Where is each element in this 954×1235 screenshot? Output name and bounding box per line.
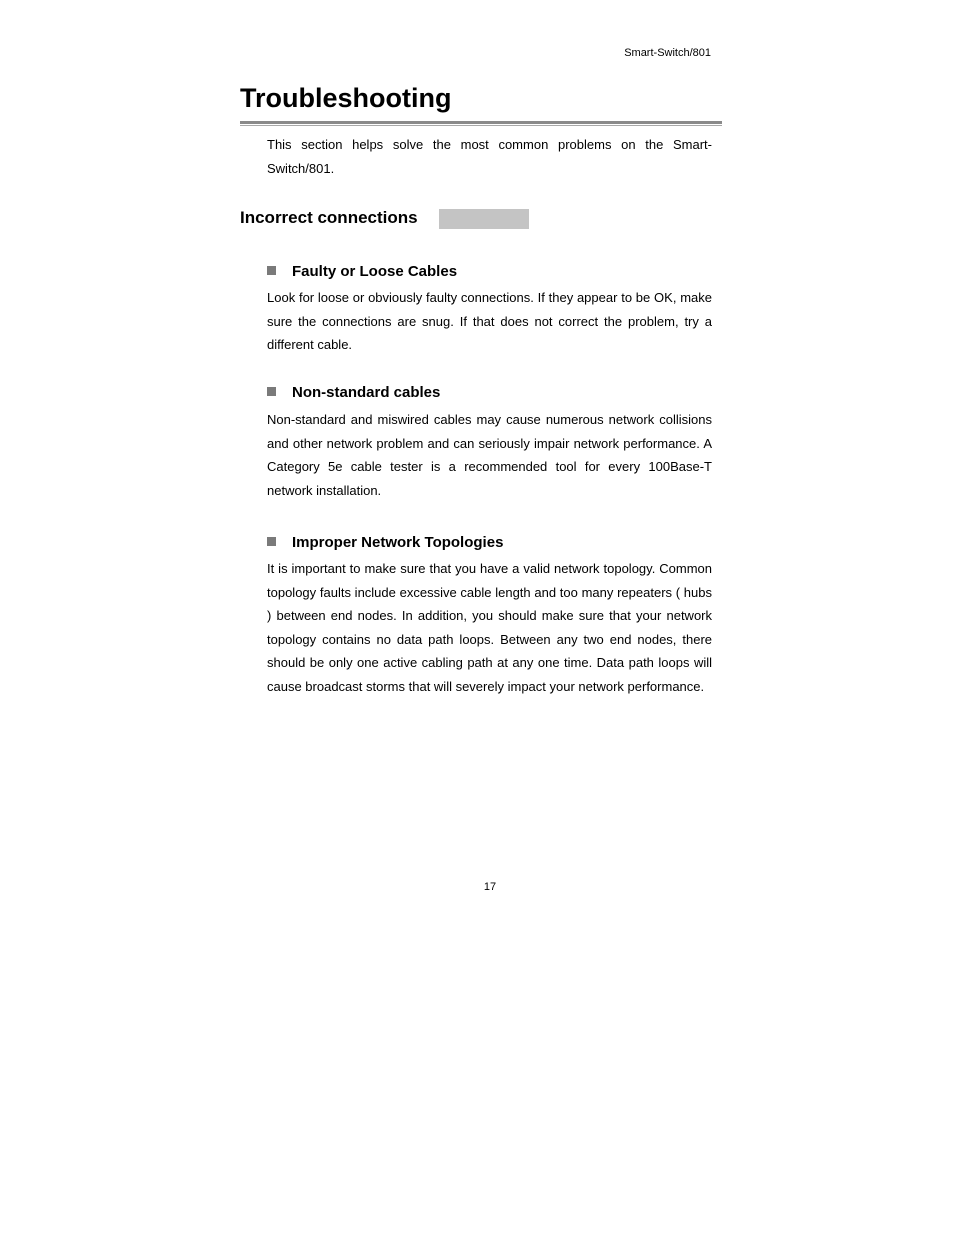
section-heading-shade-box	[439, 209, 529, 229]
title-divider	[240, 121, 722, 127]
subsection-heading	[267, 383, 440, 403]
page-number: 17	[483, 881, 497, 893]
running-header: Smart-Switch/801	[624, 47, 711, 59]
square-bullet-icon	[267, 266, 276, 275]
square-bullet-icon	[267, 387, 276, 396]
subsection-title: Non-standard cables	[292, 384, 441, 401]
title-divider-thick-line	[240, 121, 722, 124]
subsection-title: Improper Network Topologies	[292, 534, 504, 551]
section-heading: Incorrect connections	[240, 208, 418, 227]
subsection-heading	[267, 533, 503, 553]
page-title: Troubleshooting	[240, 83, 452, 113]
intro-paragraph: This section helps solve the most common problems on the Smart-Switch/801.	[267, 137, 712, 176]
square-bullet-icon	[267, 537, 276, 546]
subsection-paragraph: Non-standard and miswired cables may cause numerous network collisions and other network problem and can seriously impair network performance. A Category 5e cable tester is a recommended tool for every 100Base-T network installation.	[267, 412, 712, 498]
subsection-paragraph: It is important to make sure that you have a valid network topology. Common topology faults include excessive cable length and too many repeaters ( hubs ) between end nodes. In addition, you should make sure that your network topology contains no data path loops. Between any two end nodes, there should be only one active cabling path at any one time. Data path loops will cause broadcast storms that will severely impact your network performance.	[267, 561, 712, 694]
subsection-heading	[267, 262, 457, 282]
subsection-paragraph: Look for loose or obviously faulty connections. If they appear to be OK, make sure the connections are snug. If that does not correct the problem, try a different cable.	[267, 290, 712, 352]
title-divider-thin-line	[240, 125, 722, 126]
subsection-title: Faulty or Loose Cables	[292, 263, 458, 280]
